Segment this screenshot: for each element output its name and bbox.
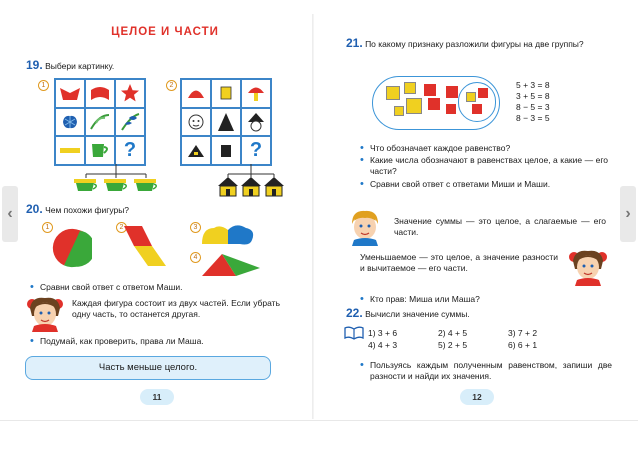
task-number: 19. <box>26 58 43 72</box>
next-page-button[interactable] <box>620 186 636 242</box>
task-19 <box>26 60 114 72</box>
bullet-compare-misha-masha: • Сравни свой ответ с ответами Миши и Маши. <box>360 179 608 190</box>
grid-cell[interactable] <box>211 79 241 108</box>
calc-4: 4) 4 + 3 <box>368 340 398 350</box>
task-text: По какому признаку разложили фигуры на две группы? <box>365 39 584 49</box>
grid-cell[interactable] <box>211 108 241 137</box>
split-circle-figure <box>52 228 92 268</box>
grid-cell[interactable] <box>55 136 85 165</box>
picture-grid-2[interactable] <box>180 78 272 166</box>
figure-label-3: 3 <box>190 222 201 233</box>
book-spine <box>312 14 314 419</box>
bullet-meaning: • Что обозначает каждое равенство? <box>360 143 608 154</box>
question-mark-icon: ? <box>123 139 137 162</box>
grid-cell[interactable] <box>181 136 211 165</box>
grid-cell[interactable] <box>55 79 85 108</box>
picture-grid-1[interactable] <box>54 78 146 166</box>
calc-2: 2) 4 + 5 <box>438 328 468 338</box>
yellow-square <box>466 92 476 102</box>
calc-1: 1) 3 + 6 <box>368 328 398 338</box>
red-square <box>472 104 482 114</box>
grid-cell[interactable] <box>115 108 145 137</box>
chevron-left-icon: ‹ <box>7 205 13 222</box>
red-square <box>428 98 440 110</box>
bullet-check: • Подумай, как проверить, права ли Маша. <box>30 336 280 347</box>
yellow-square <box>406 98 422 114</box>
task-text: Чем похожи фигуры? <box>45 205 130 215</box>
triangle-figure <box>200 250 262 278</box>
prev-page-button[interactable] <box>2 186 18 242</box>
masha-avatar-right <box>568 248 608 286</box>
task-20 <box>26 204 129 216</box>
task-number: 22. <box>346 306 363 320</box>
equation-1: 5 + 3 = 8 <box>516 80 550 90</box>
grid-cell[interactable] <box>181 79 211 108</box>
task-number: 20. <box>26 202 43 216</box>
grid-cell[interactable] <box>85 136 115 165</box>
figure-label-4: 4 <box>190 252 201 263</box>
bullet-numbers: • Какие числа обозначают в равенствах целое, а какие — его части? <box>360 155 608 177</box>
group-oval-right <box>458 82 496 122</box>
red-square <box>478 88 488 98</box>
calc-3: 3) 7 + 2 <box>508 328 538 338</box>
variant-label-1: 1 <box>38 80 49 91</box>
grid-cell[interactable] <box>181 108 211 137</box>
bullet-who: • Кто прав: Миша или Маша? <box>360 294 608 305</box>
grid-cell[interactable] <box>55 108 85 137</box>
masha-speech: Каждая фигура состоит из двух частей. Если убрать одну часть, то останется другая. <box>72 298 280 319</box>
task-text: Вычисли значение суммы. <box>365 309 470 319</box>
grid-cell[interactable] <box>85 108 115 137</box>
grid-cell[interactable] <box>241 79 271 108</box>
grid-cell[interactable] <box>241 108 271 137</box>
page-number-left: 11 <box>140 389 174 405</box>
masha-avatar <box>26 296 64 332</box>
yellow-square <box>386 86 400 100</box>
variant-label-2: 2 <box>166 80 177 91</box>
figure-label-2: 2 <box>116 222 127 233</box>
figure-label-1: 1 <box>42 222 53 233</box>
equation-2: 3 + 5 = 8 <box>516 91 550 101</box>
page-title: ЦЕЛОЕ И ЧАСТИ <box>111 26 219 38</box>
grid-cell[interactable] <box>115 136 145 165</box>
grid-cell[interactable] <box>211 136 241 165</box>
grid-cell[interactable] <box>85 79 115 108</box>
cloud-figure <box>200 222 256 248</box>
red-square <box>424 84 436 96</box>
calc-5: 5) 2 + 5 <box>438 340 468 350</box>
red-square <box>446 104 456 114</box>
task-number: 21. <box>346 36 363 50</box>
task-21 <box>346 38 604 50</box>
cups-diagram <box>68 164 164 194</box>
yellow-square <box>404 82 416 94</box>
grid-cell[interactable] <box>115 79 145 108</box>
question-mark-icon: ? <box>249 139 263 162</box>
bullet-compare: • Сравни свой ответ с ответом Маши. <box>30 282 280 293</box>
bullet-final: • Пользуясь каждым полученным равенством, запиши две разности и найди их значения. <box>360 360 612 382</box>
book-icon <box>344 326 364 340</box>
misha-speech: Значение суммы — это целое, а слагаемые — его части. <box>394 216 606 237</box>
masha-speech-right: Уменьшаемое — это целое, а значение разности и вычитаемое — его части. <box>360 252 558 273</box>
task-22 <box>346 308 470 320</box>
task-text: Выбери картинку. <box>45 61 115 71</box>
yellow-square <box>394 106 404 116</box>
grid-cell[interactable] <box>241 136 271 165</box>
chevron-right-icon: › <box>625 205 631 222</box>
calc-6: 6) 6 + 1 <box>508 340 538 350</box>
red-square <box>446 86 458 98</box>
divider <box>0 420 638 421</box>
page-number-right: 12 <box>460 389 494 405</box>
misha-avatar <box>346 208 384 246</box>
houses-diagram <box>216 164 286 198</box>
parallelogram-figure <box>122 224 168 268</box>
equation-4: 8 − 3 = 5 <box>516 113 550 123</box>
equation-3: 8 − 5 = 3 <box>516 102 550 112</box>
rule-box: Часть меньше целого. <box>25 356 271 380</box>
